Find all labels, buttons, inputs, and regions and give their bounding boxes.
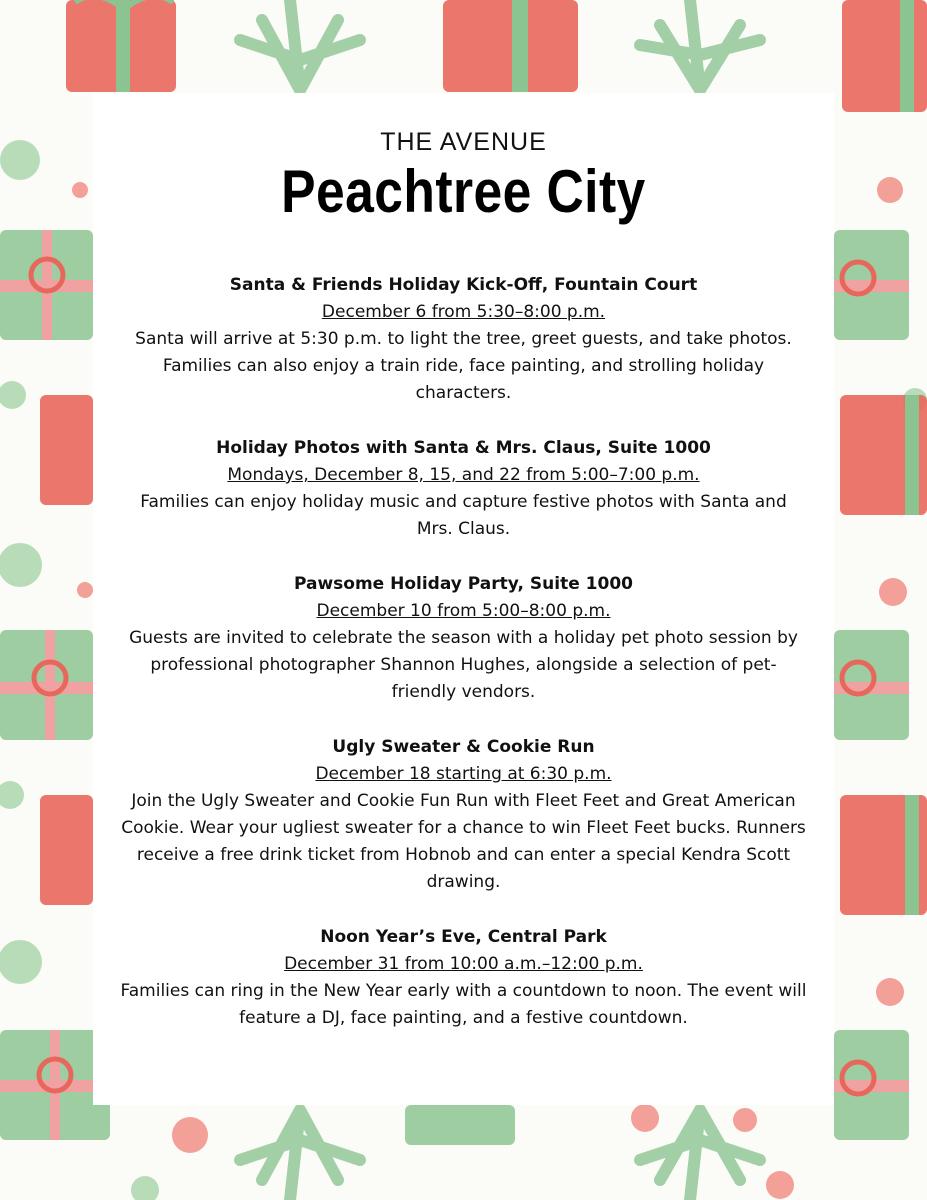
green-dot-icon — [0, 781, 24, 809]
red-gift-icon — [443, 0, 578, 92]
red-dot-icon — [879, 578, 907, 606]
red-gift-icon — [842, 0, 927, 112]
event-item — [120, 571, 807, 706]
red-gift-icon — [40, 395, 93, 505]
event-date: December 6 from 5:30–8:00 p.m. — [321, 302, 606, 322]
green-gift-icon — [0, 230, 93, 340]
event-description: Guests are invited to celebrate the season with a holiday pet photo session by professional photographer Shannon Hughes, alongside a selection of pet-friendly vendors. — [129, 628, 798, 702]
event-item — [120, 734, 807, 896]
green-tree-icon — [240, 0, 360, 90]
green-dot-icon — [0, 381, 26, 409]
green-tree-icon — [240, 1110, 360, 1200]
event-description: Santa will arrive at 5:30 p.m. to light the tree, greet guests, and take photos. Families can also enjoy a train ride, face painting, and strolling holiday characters. — [135, 329, 792, 403]
green-dot-icon — [131, 1176, 159, 1200]
red-gift-icon — [66, 0, 176, 92]
event-list — [120, 272, 807, 1060]
event-date: December 18 starting at 6:30 p.m. — [315, 764, 612, 784]
green-gift-icon — [834, 1030, 909, 1140]
event-item — [120, 435, 807, 543]
event-item — [120, 924, 807, 1032]
event-description: Families can ring in the New Year early with a countdown to noon. The event will feature a DJ, face painting, and a festive countdown. — [120, 981, 807, 1028]
event-title: Holiday Photos with Santa & Mrs. Claus, Suite 1000 — [216, 438, 711, 458]
page-title: Peachtree City — [281, 158, 646, 225]
red-dot-icon — [876, 978, 904, 1006]
red-dot-icon — [733, 1108, 757, 1132]
event-title: Noon Year’s Eve, Central Park — [320, 927, 607, 947]
red-gift-icon — [840, 395, 927, 515]
event-date: December 31 from 10:00 a.m.–12:00 p.m. — [284, 954, 643, 974]
green-gift-icon — [834, 230, 909, 340]
event-title: Santa & Friends Holiday Kick-Off, Fountain Court — [229, 275, 698, 295]
green-dot-icon — [0, 543, 42, 587]
red-dot-icon — [77, 582, 93, 598]
red-dot-icon — [877, 177, 903, 203]
red-gift-icon — [840, 795, 927, 915]
red-dot-icon — [172, 1117, 208, 1153]
event-date: December 10 from 5:00–8:00 p.m. — [316, 601, 611, 621]
green-tree-icon — [640, 0, 760, 90]
green-gift-icon — [0, 630, 93, 740]
brand-name: THE AVENUE — [380, 128, 547, 156]
event-item — [120, 272, 807, 407]
event-description: Families can enjoy holiday music and capture festive photos with Santa and Mrs. Claus. — [140, 492, 787, 539]
event-title: Ugly Sweater & Cookie Run — [332, 737, 595, 757]
red-dot-icon — [631, 1104, 659, 1132]
event-date: Mondays, December 8, 15, and 22 from 5:00–7:00 p.m. — [227, 465, 700, 485]
green-gift-icon — [405, 1105, 515, 1145]
event-title: Pawsome Holiday Party, Suite 1000 — [293, 574, 633, 594]
red-dot-icon — [766, 1171, 794, 1199]
green-dot-icon — [0, 940, 42, 984]
green-gift-icon — [834, 630, 909, 740]
event-description: Join the Ugly Sweater and Cookie Fun Run with Fleet Feet and Great American Cookie. Wear your ugliest sweater for a chance to win Fleet Feet bucks. Runners receive a free drink ticket from Hobnob and can enter a special Kendra Scott drawing. — [121, 791, 806, 892]
red-gift-icon — [40, 795, 93, 905]
